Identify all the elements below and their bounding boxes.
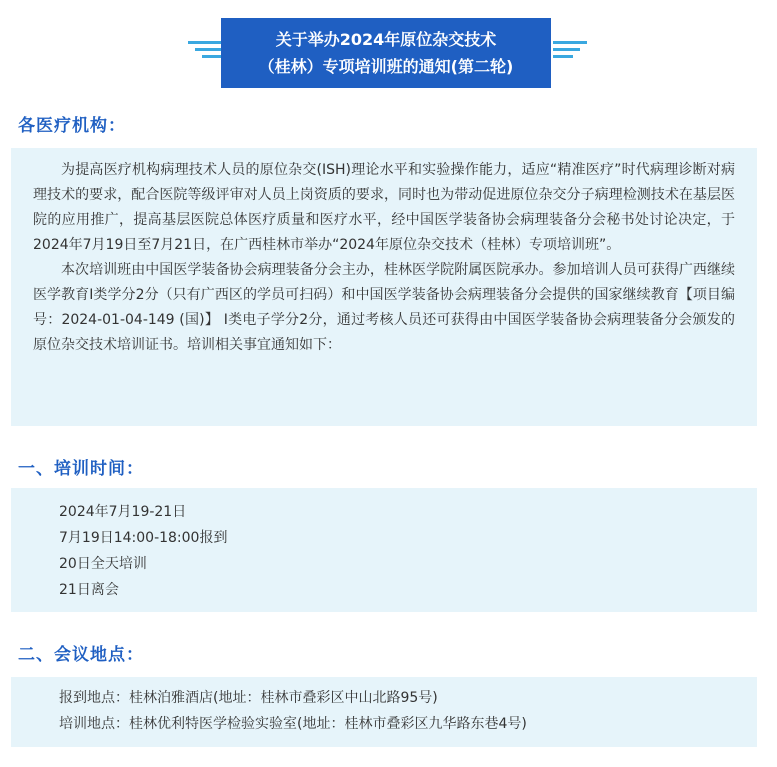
venue-box: [11, 677, 757, 747]
greeting-heading: 各医疗机构：: [18, 116, 126, 136]
title-banner: [221, 18, 551, 88]
section-training-time-heading: 一、培训时间：: [18, 459, 144, 479]
intro-box: [11, 148, 757, 426]
training-time-box: [11, 488, 757, 612]
title-line-1: 关于举办2024年原位杂交技术: [275, 30, 497, 49]
section-venue-heading: 二、会议地点：: [18, 645, 144, 665]
check-in-location: 报到地点：桂林泊雅酒店(地址：桂林市叠彩区中山北路95号): [59, 690, 438, 706]
training-day: 20日全天培训: [59, 556, 147, 572]
intro-paragraph-2: 本次培训班由中国医学装备协会病理装备分会主办，桂林医学院附属医院承办。参加培训人员可获得广西继续医学教育I类学分2分（只有广西区的学员可扫码）和中国医学装备协会病理装备分会提供的国家继续教育【项目编号：2024-01-04-149 (国)】 I类电子学分2分，通过考核人员还可获得由中国医学装备协会病理装备分会颁发的原位杂交技术培训证书。培训相关事宜通知如下：: [33, 262, 735, 353]
check-in-time: 7月19日14:00-18:00报到: [59, 530, 228, 546]
banner-right-stripes-icon: [553, 39, 589, 63]
training-location: 培训地点：桂林优利特医学检验实验室(地址：桂林市叠彩区九华路东巷4号): [59, 716, 527, 732]
banner-left-stripes-icon: [186, 39, 222, 63]
training-date: 2024年7月19-21日: [59, 504, 187, 520]
intro-paragraph-1: 为提高医疗机构病理技术人员的原位杂交(ISH)理论水平和实验操作能力，适应“精准医疗”时代病理诊断对病理技术的要求，配合医院等级评审对人员上岗资质的要求，同时也为带动促进原位杂交分子病理检测技术在基层医院的应用推广，提高基层医院总体医疗质量和医疗水平，经中国医学装备协会病理装备分会秘书处讨论决定，于2024年7月19日至7月21日，在广西桂林市举办“2024年原位杂交技术（桂林）专项培训班”。: [33, 162, 735, 253]
title-line-2: （桂林）专项培训班的通知(第二轮): [258, 57, 514, 76]
departure-day: 21日离会: [59, 582, 119, 598]
